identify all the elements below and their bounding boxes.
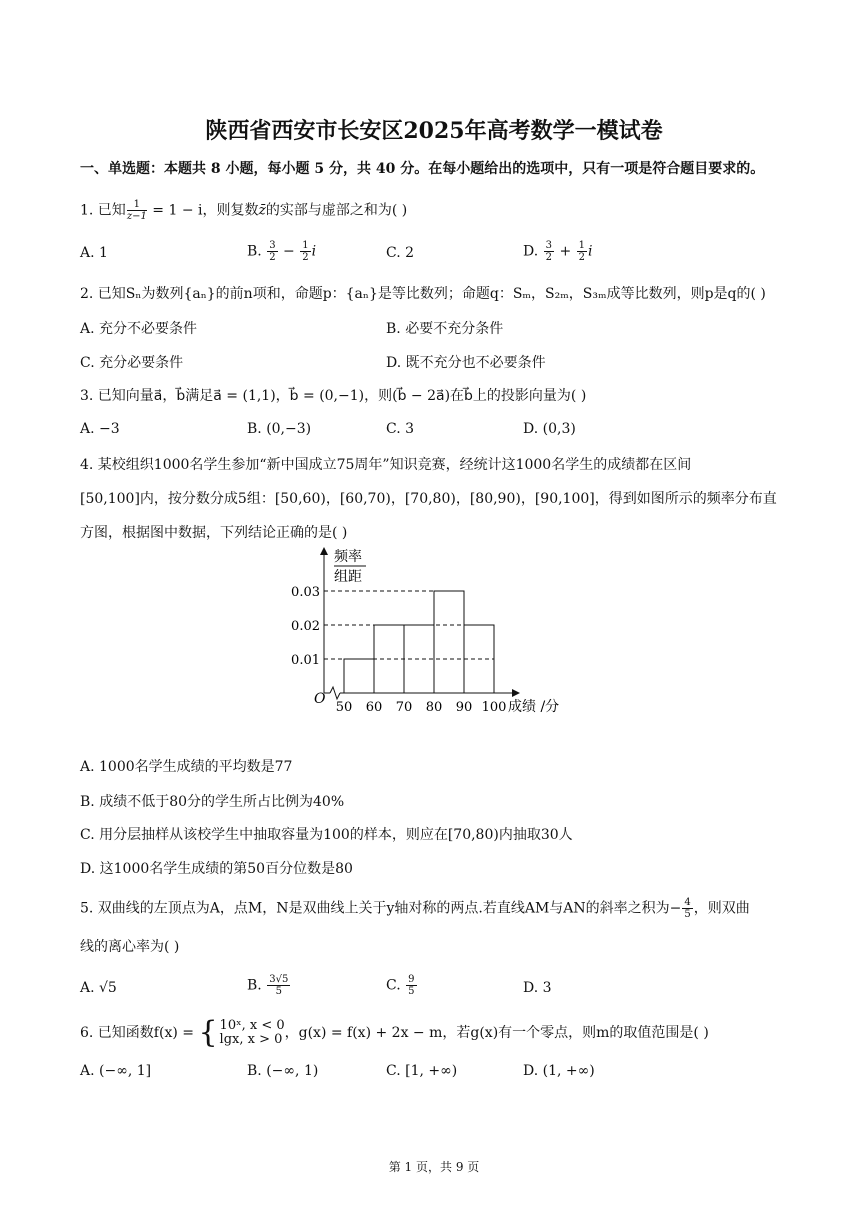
q3-option-b[interactable]: B. (0,−3) [247,421,312,437]
q1-option-c[interactable]: C. 2 [386,245,415,261]
x-tick-label: 60 [365,700,383,715]
y-label-top: 频率 [334,549,362,565]
question-4-line-2: [50,100]内，按分数分成5组：[50,60)，[60,70)，[70,80)，[80,90)，[90,100]，得到如图所示的频率分布直 [80,491,777,507]
question-6: 6. 已知函数f(x) = { 10ˣ, x < 0 lgx, x > 0 ，g(x) = f(x) + 2x − m，若g(x)有一个零点，则m的取值范围是( ) [80,1015,709,1050]
q2-option-a[interactable]: A. 充分不必要条件 [80,321,198,337]
question-5-line-2: 线的离心率为( ) [80,939,180,955]
page-footer: 第 1 页，共 9 页 [388,1160,480,1174]
question-5-line-1: 5. 双曲线的左顶点为A，点M，N是双曲线上关于y轴对称的两点.若直线AM与AN的斜率之积为− $\frac{4}{5}$ ，则双曲 [80,897,750,920]
q5-option-a[interactable]: A. √5 [80,980,117,996]
section-heading: 一、单选题：本题共 8 小题，每小题 5 分，共 40 分。在每小题给出的选项中，只有一项是符合题目要求的。 [80,161,765,177]
question-1: 1. 已知 $\frac{1}{z-1}$ = 1 − i，则复数z̄的实部与虚部之和为( ) [80,199,408,222]
piecewise-function: { 10ˣ, x < 0 lgx, x > 0 [198,1015,285,1050]
y-axis-arrow [320,547,328,555]
q4-option-c[interactable]: C. 用分层抽样从该校学生中抽取容量为100的样本，则应在[70,80)内抽取30人 [80,827,573,843]
question-4-line-3: 方图，根据图中数据，下列结论正确的是( ) [80,525,348,541]
q4-option-a[interactable]: A. 1000名学生成绩的平均数是77 [80,759,293,775]
x-axis-label: 成绩 /分 [508,699,560,715]
q6-option-d[interactable]: D. (1, +∞) [523,1063,595,1079]
q1-option-b[interactable]: B. $\frac{3}{2}$ − $\frac{1}{2}$ i [247,240,317,263]
origin-label: O [314,691,326,707]
q4-option-d[interactable]: D. 这1000名学生成绩的第50百分位数是80 [80,861,353,877]
q2-option-d[interactable]: D. 既不充分也不必要条件 [386,355,546,371]
q6-option-c[interactable]: C. [1, +∞) [386,1063,458,1079]
x-tick-label: 100 [481,700,507,715]
q1-option-a[interactable]: A. 1 [80,245,108,261]
q1-option-d[interactable]: D. $\frac{3}{2}$ + $\frac{1}{2}$ i [523,240,593,263]
page-title: 陕西省西安市长安区2025年高考数学一模试卷 [205,118,663,144]
question-3: 3. 已知向量a⃗，b⃗满足a⃗ = (1,1)，b⃗ = (0,−1)，则(b⃗ − 2a⃗)在b⃗上的投影向量为( ) [80,388,587,404]
q5-option-c[interactable]: C. $\frac{9}{5}$ [386,974,415,997]
x-tick-label: 80 [425,700,443,715]
q6-option-a[interactable]: A. (−∞, 1] [80,1063,152,1079]
q6-option-b[interactable]: B. (−∞, 1) [247,1063,319,1079]
histogram-chart [280,545,600,720]
y-label-bottom: 组距 [334,569,362,585]
q5-option-d[interactable]: D. 3 [523,980,552,996]
q3-option-a[interactable]: A. −3 [80,421,120,437]
q2-option-b[interactable]: B. 必要不充分条件 [386,321,504,337]
axis-break [330,687,340,699]
x-tick-label: 90 [455,700,473,715]
q5-option-b[interactable]: B. $\frac{3√5}{5}$ [247,974,289,997]
y-tick-label: 0.03 [291,585,320,600]
x-tick-label: 50 [335,700,353,715]
q3-option-d[interactable]: D. (0,3) [523,421,576,437]
q1-fraction: $\frac{1}{z-1}$ [126,199,147,222]
question-4-line-1: 4. 某校组织1000名学生参加“新中国成立75周年”知识竞赛，经统计这1000名学生的成绩都在区间 [80,457,692,473]
bar-[50,60) [344,659,374,693]
x-tick-label: 70 [395,700,413,715]
q4-option-b[interactable]: B. 成绩不低于80分的学生所占比例为40% [80,794,345,810]
y-tick-label: 0.01 [291,653,320,668]
y-tick-label: 0.02 [291,619,320,634]
question-2: 2. 已知Sₙ为数列{aₙ}的前n项和，命题p：{aₙ}是等比数列；命题q：Sₘ，S₂ₘ，S₃ₘ成等比数列，则p是q的( ) [80,286,766,302]
x-axis-arrow [512,689,520,697]
bar-[80,90) [434,591,464,693]
q2-option-c[interactable]: C. 充分必要条件 [80,355,184,371]
q3-option-c[interactable]: C. 3 [386,421,415,437]
